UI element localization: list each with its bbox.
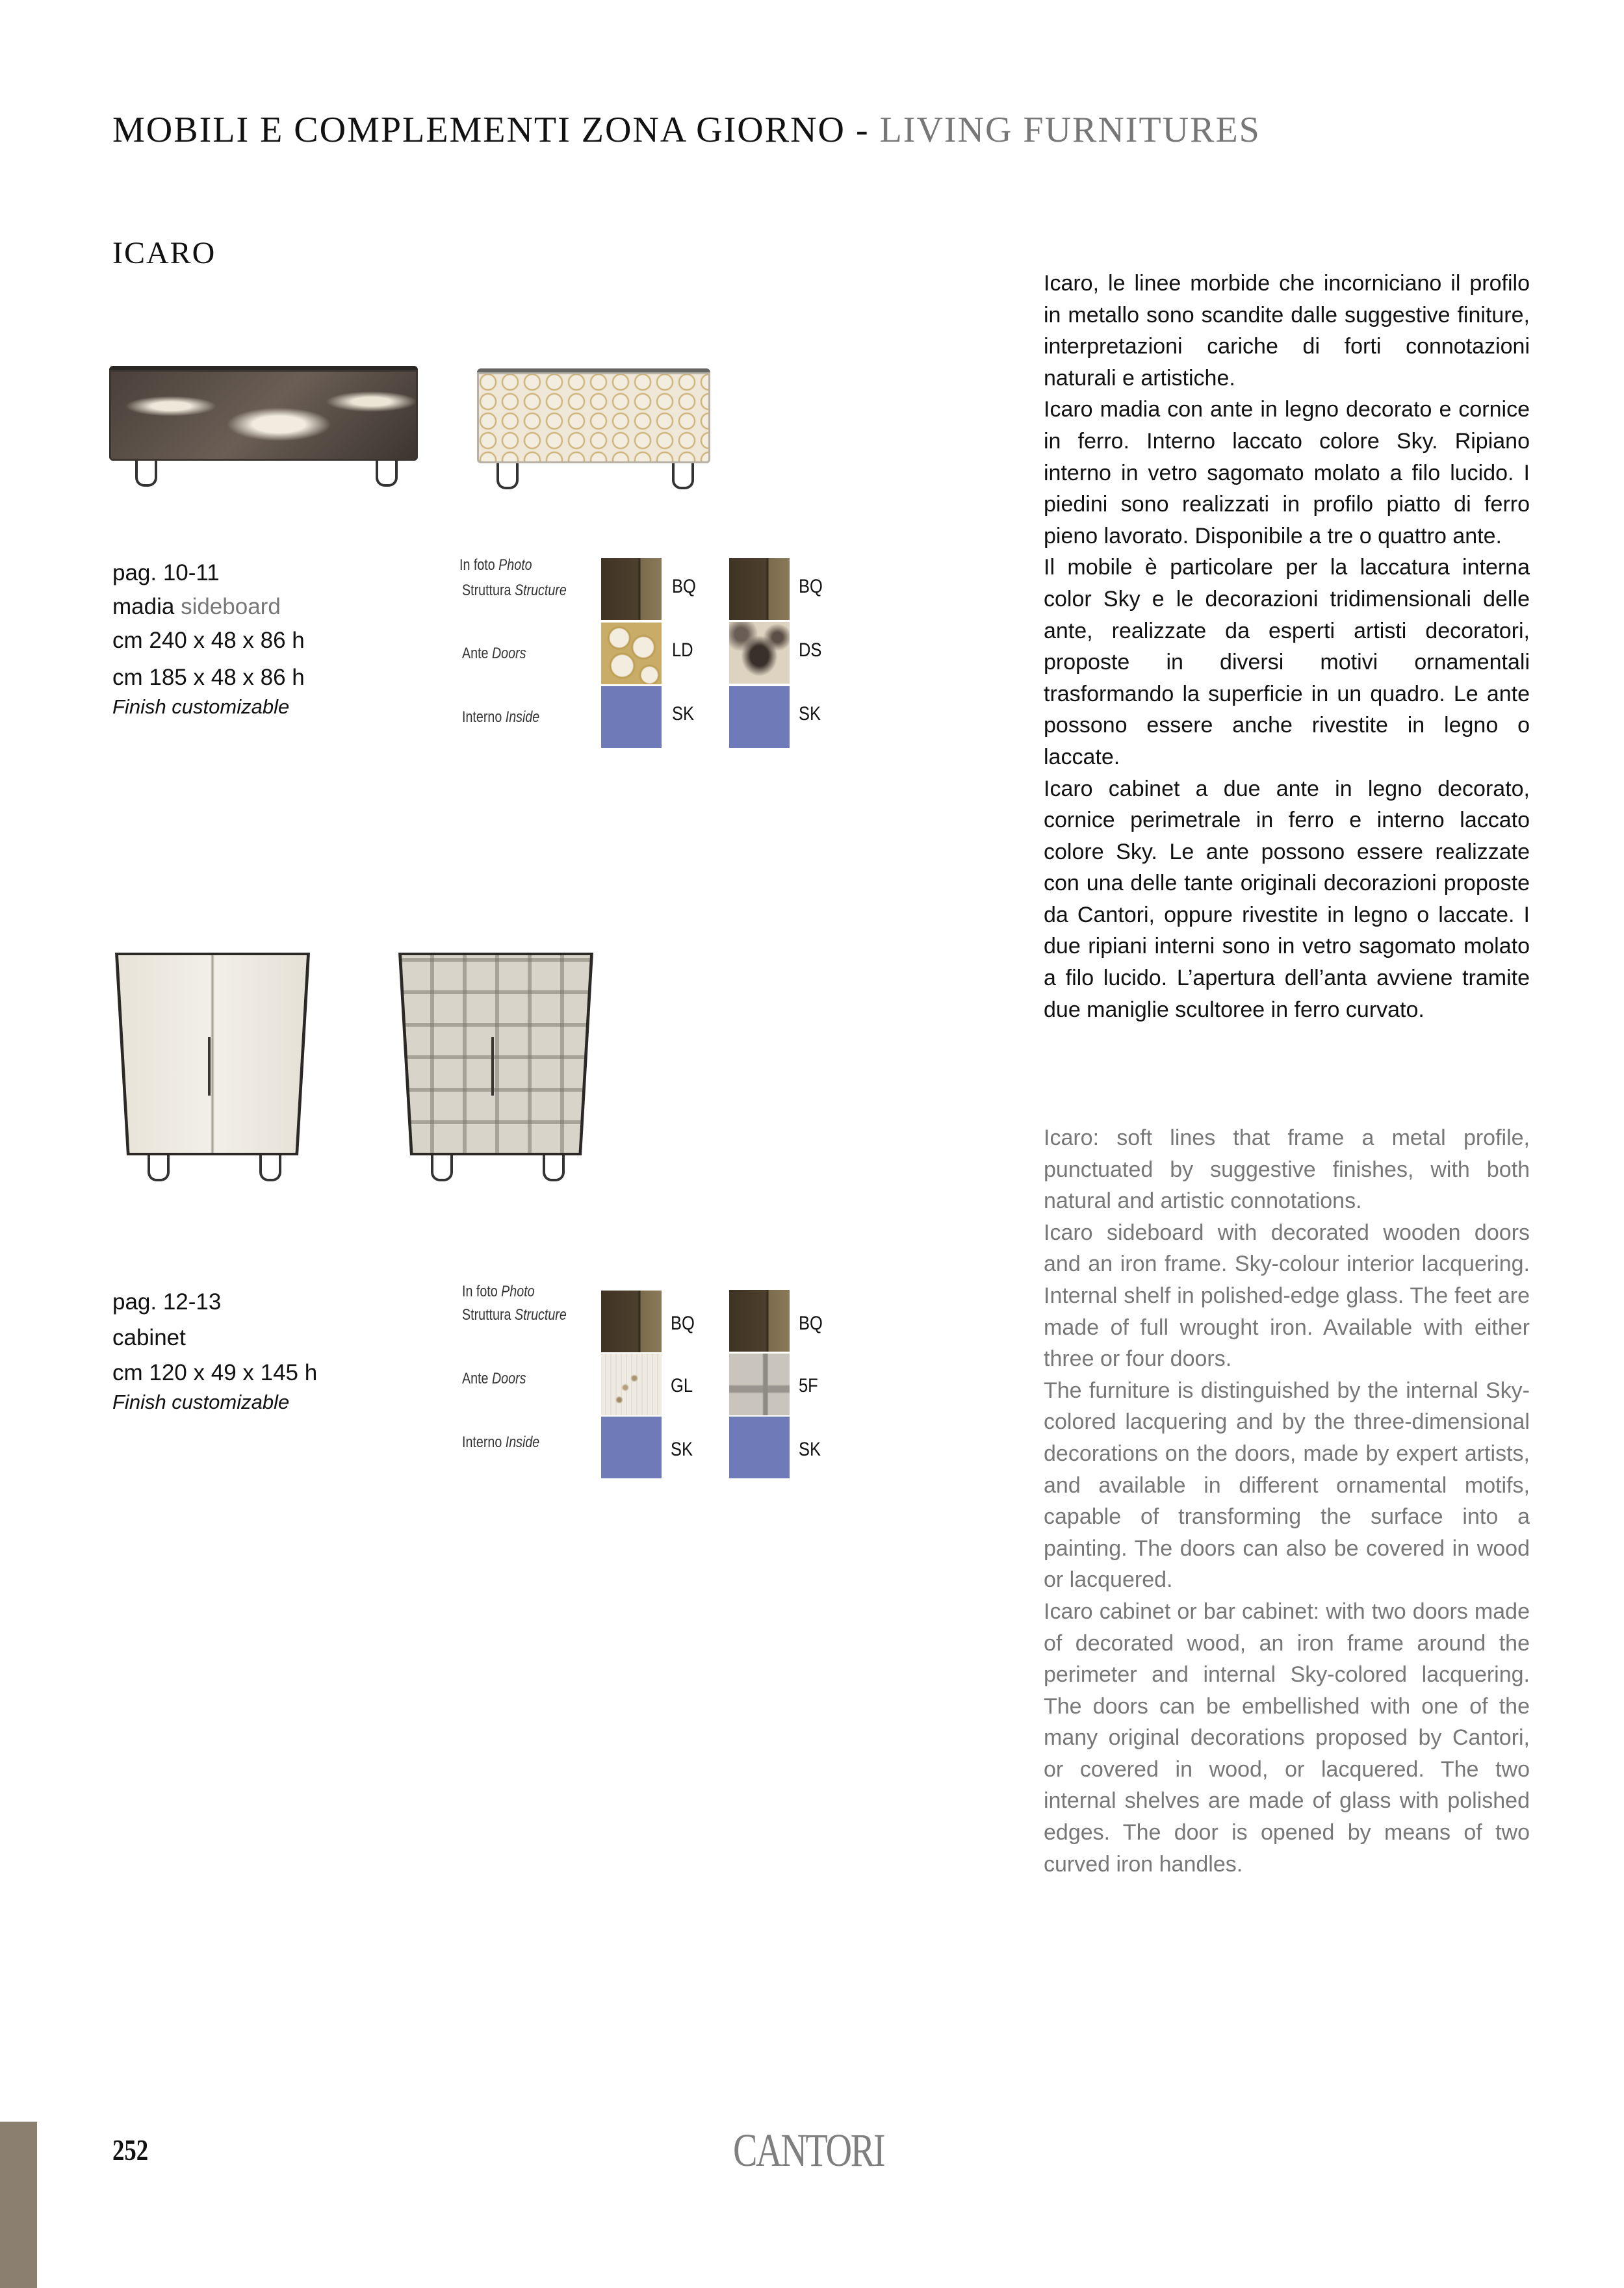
title-english: LIVING FURNITURES (879, 110, 1261, 150)
paragraph: Icaro: soft lines that frame a metal profile, punctuated by suggestive finishes, with both natural and artistic connotations. (1044, 1125, 1530, 1214)
code-doors: 5F (799, 1375, 818, 1396)
swatch-structure-bq (729, 1290, 790, 1352)
code-structure: BQ (672, 576, 696, 597)
paragraph: Icaro cabinet a due ante in legno decorato, cornice perimetrale in ferro e interno laccato colore Sky. Le ante possono essere realizzate con una delle tante originali decorazioni proposte da Cantori, oppure rivestite in legno o laccate. I due ripiani interni sono in vetro sagomato molato a filo lucido. L’apertura dell’anta avviene tramite due maniglie scultoree in ferro curvato. (1044, 776, 1530, 1022)
label-inside: Interno Inside (462, 1433, 540, 1451)
page-number: 252 (112, 2133, 149, 2166)
sideboard-image-ld (477, 368, 710, 489)
label-structure: Struttura Structure (462, 582, 567, 599)
paragraph: Il mobile è particolare per la laccatura interna color Sky e le decorazioni tridimensionali delle ante, realizzate da esperti artisti decoratori, proposte in diversi motivi ornamentali trasformando la superficie in un quadro. Le ante possono essere anche rivestite in legno o laccate. (1044, 555, 1530, 769)
swatch-structure-bq (601, 558, 662, 620)
sideboard-dimension-1: cm 240 x 48 x 86 h (112, 628, 305, 653)
label-structure: Struttura Structure (462, 1306, 567, 1324)
swatch-doors-ds (729, 622, 790, 684)
sideboard-name (112, 595, 281, 618)
swatch-inside-sk (601, 686, 662, 748)
cabinet-finish-note: Finish customizable (112, 1391, 290, 1413)
code-structure: BQ (799, 1313, 823, 1334)
label-doors: Ante Doors (462, 645, 526, 662)
page-title (112, 109, 1261, 151)
code-structure: BQ (671, 1313, 695, 1334)
code-inside: SK (799, 1439, 821, 1460)
swatch-doors-ld (601, 623, 662, 684)
description-italian (1044, 268, 1530, 1025)
product-name: ICARO (112, 236, 216, 270)
code-inside: SK (672, 703, 695, 725)
code-doors: DS (799, 639, 822, 661)
cabinet-image-gl (115, 953, 310, 1180)
cabinet-dimension-1: cm 120 x 49 x 145 h (112, 1360, 318, 1385)
sideboard-image-ds (109, 366, 418, 486)
swatch-inside-sk (601, 1417, 662, 1478)
name-en: sideboard (181, 594, 281, 619)
cabinet-image-5f (398, 953, 593, 1180)
swatch-structure-bq (729, 558, 790, 620)
code-inside: SK (671, 1439, 693, 1460)
sideboard-finish-note: Finish customizable (112, 695, 290, 718)
paragraph: Icaro cabinet or bar cabinet: with two doors made of decorated wood, an iron frame around the perimeter and internal Sky-colored lacquering. The doors can be embellished with one of the many original decorations proposed by Cantori, or covered in wood, or lacquered. The two internal shelves are made of glass with polished edges. The door is opened by means of two curved iron handles. (1044, 1599, 1530, 1877)
name-it: madia (112, 594, 175, 619)
paragraph: The furniture is distinguished by the internal Sky-colored lacquering and by the three-dimensional decorations on the doors, made by expert artists, and available in different ornamental motifs, capable of transforming the surface into a painting. The doors can also be covered in wood or lacquered. (1044, 1378, 1530, 1593)
swatch-inside-sk (729, 1417, 790, 1478)
sideboard-page-ref: pag. 10-11 (112, 560, 220, 585)
description-english (1044, 1122, 1530, 1880)
paragraph: Icaro madia con ante in legno decorato e cornice in ferro. Interno laccato colore Sky. Ripiano interno in vetro sagomato molato a filo lucido. I piedini sono realizzati in profilo piatto di ferro pieno lavorato. Disponibile a tre o quattro ante. (1044, 397, 1530, 548)
code-doors: LD (672, 639, 693, 661)
code-doors: GL (671, 1375, 693, 1396)
code-structure: BQ (799, 576, 823, 597)
swatch-doors-gl (601, 1354, 662, 1415)
swatch-inside-sk (729, 686, 790, 748)
footer-accent-bar (0, 2122, 37, 2288)
code-inside: SK (799, 703, 821, 725)
label-photo: In foto Photo (462, 1283, 535, 1300)
brand-logo: CANTORI (733, 2124, 884, 2176)
label-doors: Ante Doors (462, 1370, 526, 1387)
paragraph: Icaro, le linee morbide che incorniciano il profilo in metallo sono scandite dalle suggestive finiture, interpretazioni cariche di forti connotazioni naturali e artistiche. (1044, 271, 1530, 391)
cabinet-name: cabinet (112, 1325, 186, 1350)
swatch-structure-bq (601, 1291, 662, 1352)
swatch-doors-5f (729, 1354, 790, 1415)
label-photo: In foto Photo (459, 556, 532, 574)
paragraph: Icaro sideboard with decorated wooden doors and an iron frame. Sky-colour interior lacquering. Internal shelf in polished-edge glass. The feet are made of full wrought iron. Available with either three or four doors. (1044, 1220, 1530, 1372)
sideboard-dimension-2: cm 185 x 48 x 86 h (112, 665, 305, 690)
title-italian: MOBILI E COMPLEMENTI ZONA GIORNO - (112, 110, 880, 150)
label-inside: Interno Inside (462, 708, 540, 726)
cabinet-page-ref: pag. 12-13 (112, 1289, 222, 1315)
